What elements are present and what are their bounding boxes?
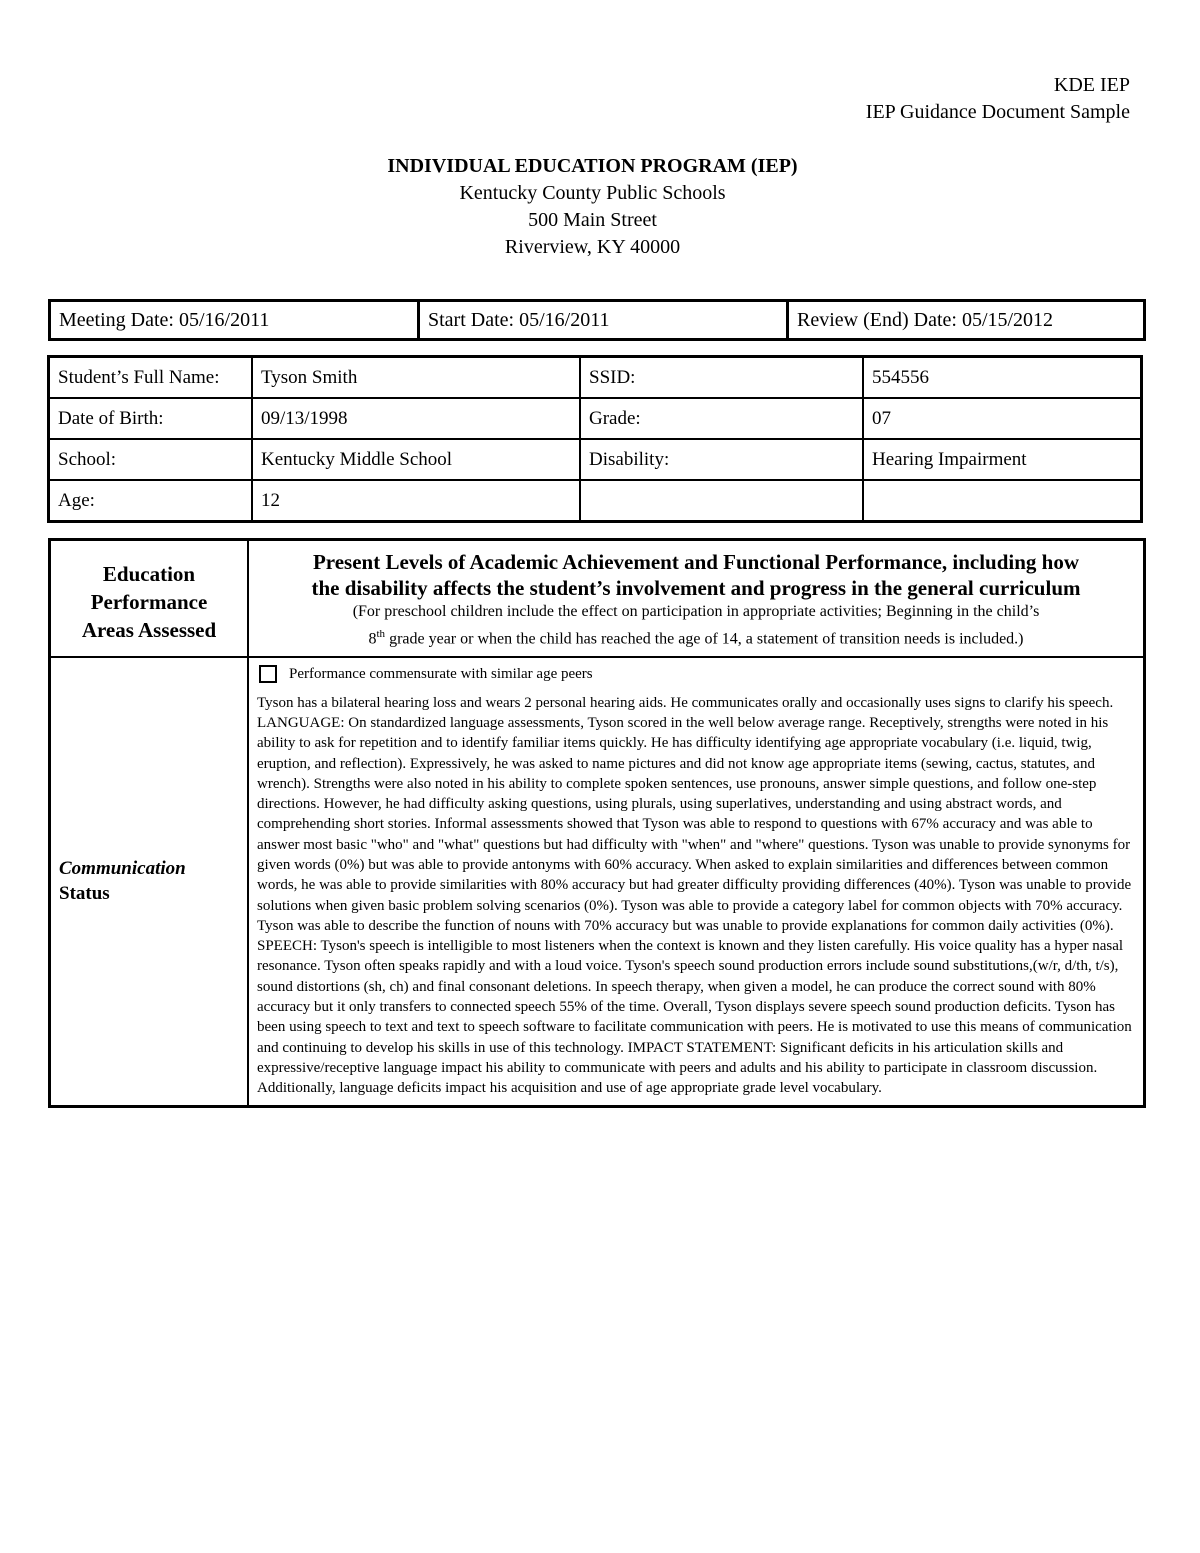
note-superscript: th xyxy=(376,628,386,640)
area-name: Communication xyxy=(59,858,186,880)
header-line-2: IEP Guidance Document Sample xyxy=(865,101,1130,123)
areas-assessed-header xyxy=(50,540,249,658)
communication-narrative-cell xyxy=(248,657,1145,1106)
field-value: Hearing Impairment xyxy=(863,439,1142,480)
field-label: SSID: xyxy=(580,357,863,399)
note-text: 8 xyxy=(368,630,377,648)
field-label: School: xyxy=(49,439,253,480)
areas-header-line: Education xyxy=(102,561,196,586)
checkbox-label: Performance commensurate with similar age peers xyxy=(289,666,593,683)
document-header xyxy=(866,72,1130,126)
field-label: Disability: xyxy=(580,439,863,480)
field-label: Date of Birth: xyxy=(49,398,253,439)
note-text: grade year or when the child has reached the age of 14, a statement of transition needs is included.) xyxy=(385,630,1024,648)
field-label: Grade: xyxy=(580,398,863,439)
student-info-table xyxy=(47,355,1143,523)
plaafp-header xyxy=(248,540,1145,658)
area-name-cell xyxy=(50,657,249,1106)
district-name: Kentucky County Public Schools xyxy=(459,182,726,204)
field-value xyxy=(863,480,1142,522)
plaafp-note xyxy=(259,623,1133,650)
dates-table xyxy=(48,299,1146,341)
table-row xyxy=(49,480,1142,522)
commensurate-checkbox[interactable] xyxy=(259,665,277,683)
field-label xyxy=(580,480,863,522)
table-row xyxy=(49,398,1142,439)
field-value: 09/13/1998 xyxy=(252,398,580,439)
field-label: Age: xyxy=(49,480,253,522)
performance-table xyxy=(48,538,1146,1108)
meeting-date: Meeting Date: 05/16/2011 xyxy=(50,301,419,340)
header-line-1: KDE IEP xyxy=(1053,74,1130,96)
field-label: Student’s Full Name: xyxy=(49,357,253,399)
table-row xyxy=(49,357,1142,399)
start-date: Start Date: 05/16/2011 xyxy=(419,301,788,340)
commensurate-checkbox-row[interactable] xyxy=(257,664,1135,684)
field-value: Tyson Smith xyxy=(252,357,580,399)
areas-header-line: Areas Assessed xyxy=(81,617,217,642)
plaafp-note: (For preschool children include the effect on participation in appropriate activities; Beginning in the child’s xyxy=(352,603,1040,620)
review-date: Review (End) Date: 05/15/2012 xyxy=(788,301,1145,340)
field-value: 07 xyxy=(863,398,1142,439)
district-city: Riverview, KY 40000 xyxy=(504,236,681,258)
field-value: Kentucky Middle School xyxy=(252,439,580,480)
plaafp-title-line: Present Levels of Academic Achievement and Functional Performance, including how xyxy=(312,550,1080,574)
field-value: 12 xyxy=(252,480,580,522)
communication-narrative: Tyson has a bilateral hearing loss and wears 2 personal hearing aids. He communicates orally and occasionally uses signs to clarify his speech. LANGUAGE: On standardized language assessments, Tyson scored in the well below average range. Receptively, strengths were noted in his ability to ask for repetition and to identify familiar items quickly. He has difficulty identifying age appropriate vocabulary (i.e. liquid, twig, eruption, and reflection). Expressively, he was asked to name pictures and did not know age appropriate items (sewing, cactus, statutes, and wrench). Strengths were also noted in his ability to complete spoken sentences, use pronouns, answer simple questions, and follow one-step directions. However, he had difficulty asking questions, using plurals, using superlatives, understanding and using abstract words, and comprehending short stories. Informal assessments showed that Tyson was able to respond to questions with 67% accuracy and was able to answer most basic "who" and "what" questions but had difficulty with "when" and "where" questions. Tyson was unable to provide synonyms for given words (0%) but was able to provide antonyms with 60% accuracy. When asked to explain similarities and differences between common words, he was able to provide similarities with 80% accuracy but had greater difficulty providing differences (40%). Tyson was unable to provide solutions when given basic problem solving scenarios (0%). Tyson was able to provide a category label for common objects with 70% accuracy. Tyson was able to describe the function of nouns with 70% accuracy but was unable to provide explanations for common daily activities (0%). SPEECH: Tyson's speech is intelligible to most listeners when the context is known and they listen carefully. His voice quality has a hyper nasal resonance. Tyson often speaks rapidly and with a loud voice. Tyson's speech sound production errors include sound substitutions,(w/r, d/th, t/s), sound distortions (sh, ch) and final consonant deletions. In speech therapy, when given a model, he can produce the correct sound with 80% accuracy but it only transfers to connected speech 55% of the time. Overall, Tyson displays severe speech sound production deficits. Tyson has been using speech to text and text to speech software to facilitate communication with peers. He is motivated to use this means of communication and continuing to develop his skills in use of this technology. IMPACT STATEMENT: Significant deficits in his articulation skills and expressive/receptive language impact his ability to communicate with peers and adults and his ability to participate in classroom discussion. Additionally, language deficits impact his acquisition and use of age appropriate grade level vocabulary. xyxy=(257,694,1132,1097)
field-value: 554556 xyxy=(863,357,1142,399)
district-street: 500 Main Street xyxy=(528,209,657,231)
document-title: INDIVIDUAL EDUCATION PROGRAM (IEP) xyxy=(387,155,798,177)
areas-header-line: Performance xyxy=(90,589,208,614)
area-name-suffix: Status xyxy=(59,883,110,905)
title-block xyxy=(0,153,1185,261)
plaafp-title-line: the disability affects the student’s involvement and progress in the general curriculum xyxy=(311,576,1081,600)
table-row xyxy=(49,439,1142,480)
